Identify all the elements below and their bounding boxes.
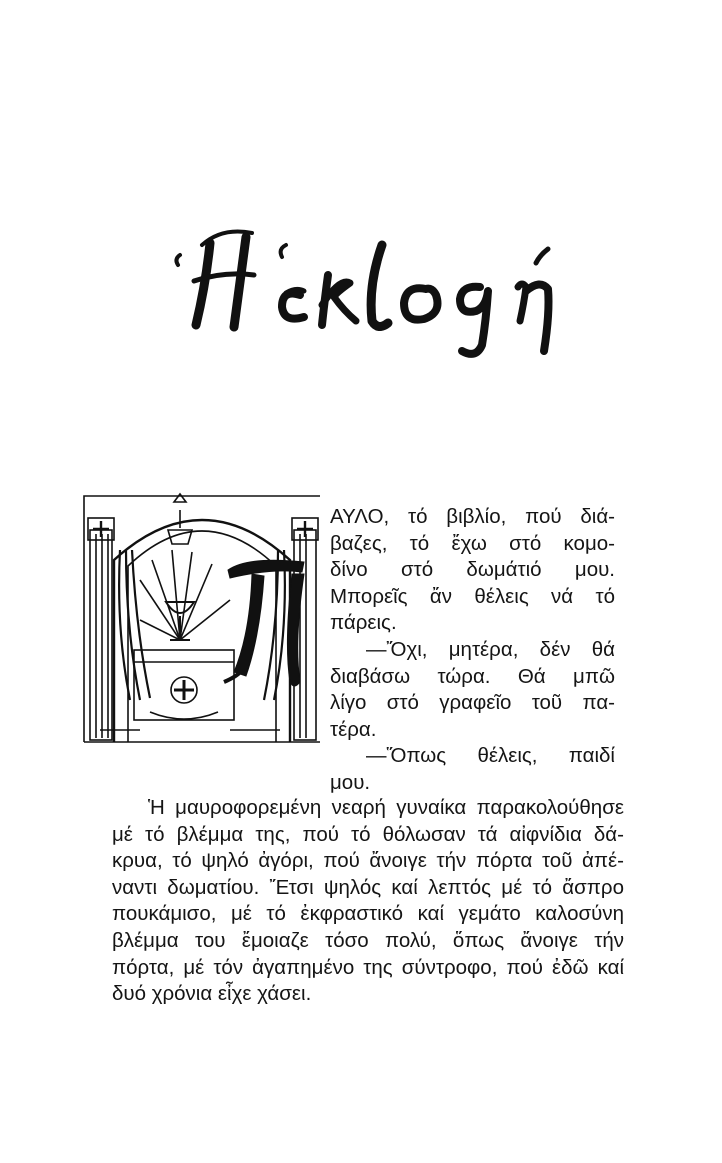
text-column-narrow: [330, 504, 615, 797]
text-line: πουκάμισο, μέ τό ἐκφραστικό καί γεμάτο καλοσύνη: [112, 902, 624, 926]
text-line: πόρτα, μέ τόν ἀγαπημένο της σύντροφο, πού ἐδῶ καί: [112, 955, 624, 979]
text-line: —Ὄχι, μητέρα, δέν θά: [366, 637, 615, 661]
illustrated-drop-cap: [80, 314, 324, 752]
church-altar-illustration: [80, 314, 324, 752]
text-line: βαζες, τό ἔχω στό κομο-: [330, 531, 615, 555]
text-line: δυό χρόνια εἶχε χάσει.: [112, 982, 312, 1006]
text-line: τέρα.: [330, 717, 377, 741]
text-line: πάρεις.: [330, 611, 397, 635]
text-line: ναντι δωματίου. Ἔτσι ψηλός καί λεπτός μέ τό ἄσπρο: [112, 875, 624, 899]
text-line: βλέμμα του ἔμοιαζε τόσο πολύ, ὅπως ἄνοιγε τήν: [112, 928, 624, 952]
text-line: Ἡ μαυροφορεμένη νεαρή γυναίκα παρακολούθησε: [148, 796, 624, 819]
text-line: διαβάσω τώρα. Θά μπῶ: [330, 664, 615, 688]
text-line: ΑΥΛΟ, τό βιβλίο, πού διά-: [330, 505, 615, 528]
text-line: μου.: [330, 770, 371, 794]
drop-cap-letter: Π: [80, 314, 246, 535]
text-line: μέ τό βλέμμα της, πού τό θόλωσαν τά αἰφνίδια δά-: [112, 822, 624, 846]
text-paragraph: [112, 795, 624, 1008]
text-line: λίγο στό γραφεῖο τοῦ πα-: [330, 691, 615, 715]
text-line: δίνο στό δωμάτιό μου.: [330, 558, 615, 582]
text-line: —Ὅπως θέλεις, παιδί: [366, 744, 615, 768]
text-line: Μπορεῖς ἄν θέλεις νά τό: [330, 584, 615, 608]
text-line: κρυα, τό ψηλό ἀγόρι, πού ἄνοιγε τήν πόρτα τοῦ ἀπέ-: [112, 849, 624, 873]
